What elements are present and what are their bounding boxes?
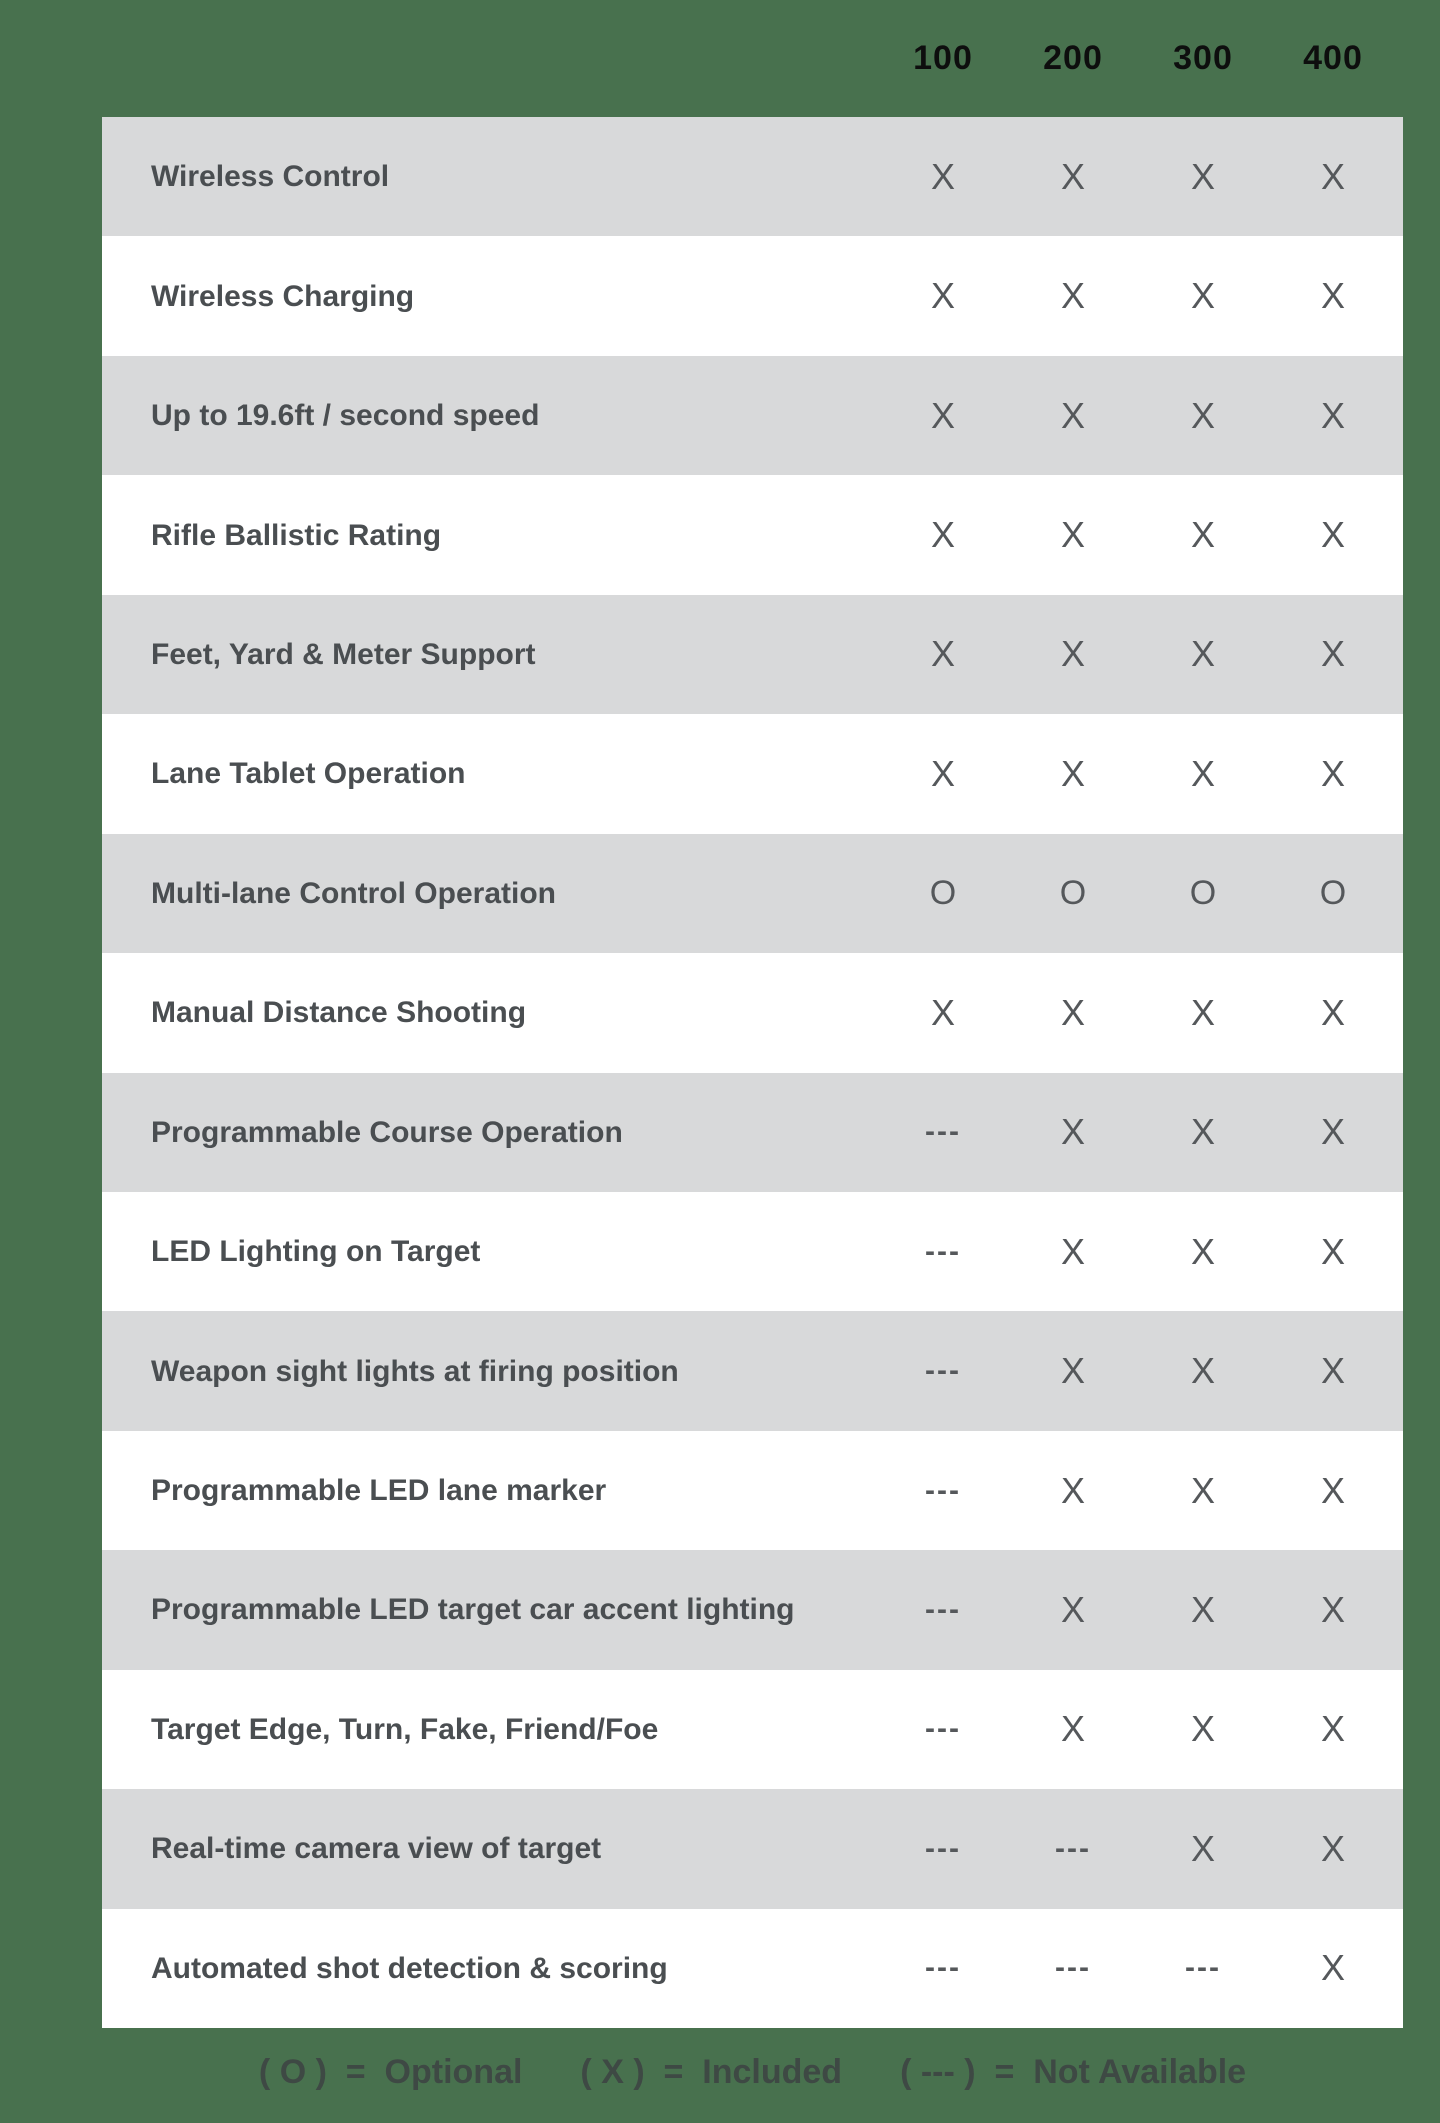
not-available-mark: ---	[925, 1234, 961, 1268]
column-header-300: 300	[1173, 39, 1233, 77]
included-mark: X	[930, 752, 955, 794]
not-available-mark: ---	[925, 1831, 961, 1865]
feature-label: Feet, Yard & Meter Support	[151, 637, 536, 671]
feature-row	[102, 834, 1403, 953]
feature-row	[102, 1789, 1403, 1908]
included-mark: X	[930, 991, 955, 1033]
included-mark: X	[930, 514, 955, 556]
included-mark: X	[1190, 991, 1215, 1033]
feature-label: Rifle Ballistic Rating	[151, 518, 442, 552]
included-mark: X	[1320, 1230, 1345, 1272]
feature-label: Automated shot detection & scoring	[151, 1951, 668, 1985]
included-mark: X	[1060, 991, 1085, 1033]
feature-row	[102, 1550, 1403, 1669]
feature-row	[102, 714, 1403, 833]
not-available-mark: ---	[925, 1712, 961, 1746]
feature-label: Up to 19.6ft / second speed	[151, 399, 540, 433]
included-mark: X	[930, 394, 955, 436]
not-available-mark: ---	[925, 1473, 961, 1507]
included-mark: X	[1190, 155, 1215, 197]
included-mark: X	[1320, 1588, 1345, 1630]
not-available-mark: ---	[925, 1115, 961, 1149]
included-mark: X	[1060, 1350, 1085, 1392]
included-mark: X	[1320, 752, 1345, 794]
included-mark: X	[1190, 1350, 1215, 1392]
included-mark: X	[930, 155, 955, 197]
feature-row	[102, 117, 1403, 236]
included-mark: X	[1190, 633, 1215, 675]
not-available-mark: ---	[1055, 1831, 1091, 1865]
included-mark: X	[1190, 1230, 1215, 1272]
feature-label: LED Lighting on Target	[151, 1235, 481, 1269]
included-mark: X	[1060, 1708, 1085, 1750]
included-mark: X	[1320, 275, 1345, 317]
feature-label: Multi-lane Control Operation	[151, 876, 556, 910]
optional-mark: O	[1319, 873, 1347, 912]
included-mark: X	[1060, 1111, 1085, 1153]
feature-label: Wireless Control	[151, 160, 390, 194]
optional-mark: O	[1059, 873, 1087, 912]
included-mark: X	[1190, 394, 1215, 436]
optional-mark: O	[929, 873, 957, 912]
included-mark: X	[1060, 1588, 1085, 1630]
included-mark: X	[1060, 275, 1085, 317]
included-mark: X	[1320, 1111, 1345, 1153]
column-header-100: 100	[913, 39, 973, 77]
not-available-mark: ---	[925, 1354, 961, 1388]
feature-label: Programmable LED lane marker	[151, 1474, 607, 1508]
feature-row	[102, 1909, 1403, 2028]
column-headers	[102, 0, 1403, 117]
column-header-200: 200	[1043, 39, 1103, 77]
included-mark: X	[1190, 514, 1215, 556]
feature-row	[102, 1670, 1403, 1789]
included-mark: X	[1320, 1827, 1345, 1869]
included-mark: X	[930, 275, 955, 317]
feature-label: Lane Tablet Operation	[151, 757, 466, 791]
legend-item-not-available: ( --- ) = Not Available	[900, 2052, 1247, 2091]
included-mark: X	[1190, 1469, 1215, 1511]
feature-label: Weapon sight lights at firing position	[151, 1354, 679, 1388]
feature-row	[102, 1431, 1403, 1550]
feature-row	[102, 236, 1403, 355]
feature-label: Manual Distance Shooting	[151, 996, 527, 1030]
included-mark: X	[1060, 514, 1085, 556]
included-mark: X	[1320, 1469, 1345, 1511]
legend-item-included: ( X ) = Included	[580, 2052, 843, 2091]
included-mark: X	[1320, 991, 1345, 1033]
feature-row	[102, 1192, 1403, 1311]
legend	[102, 2042, 1403, 2102]
included-mark: X	[1320, 1708, 1345, 1750]
legend-item-optional: ( O ) = Optional	[258, 2052, 523, 2091]
feature-label: Programmable Course Operation	[151, 1115, 623, 1149]
included-mark: X	[1190, 1111, 1215, 1153]
included-mark: X	[1320, 1947, 1345, 1989]
included-mark: X	[1190, 1708, 1215, 1750]
feature-label: Target Edge, Turn, Fake, Friend/Foe	[151, 1712, 659, 1746]
included-mark: X	[1190, 275, 1215, 317]
included-mark: X	[1060, 1230, 1085, 1272]
feature-row	[102, 356, 1403, 475]
included-mark: X	[1190, 1827, 1215, 1869]
feature-label: Wireless Charging	[151, 279, 415, 313]
not-available-mark: ---	[925, 1951, 961, 1985]
included-mark: X	[1320, 155, 1345, 197]
feature-row	[102, 595, 1403, 714]
feature-row	[102, 1073, 1403, 1192]
included-mark: X	[1190, 1588, 1215, 1630]
feature-row	[102, 1311, 1403, 1430]
feature-label: Programmable LED target car accent lighting	[151, 1593, 795, 1627]
included-mark: X	[1060, 633, 1085, 675]
included-mark: X	[1060, 394, 1085, 436]
included-mark: X	[1060, 1469, 1085, 1511]
not-available-mark: ---	[1055, 1951, 1091, 1985]
included-mark: X	[1320, 514, 1345, 556]
column-header-400: 400	[1303, 39, 1363, 77]
included-mark: X	[1060, 155, 1085, 197]
feature-row	[102, 953, 1403, 1072]
not-available-mark: ---	[925, 1592, 961, 1626]
included-mark: X	[1320, 394, 1345, 436]
included-mark: X	[1060, 752, 1085, 794]
included-mark: X	[930, 633, 955, 675]
feature-row	[102, 475, 1403, 594]
feature-comparison-table	[102, 117, 1403, 2028]
not-available-mark: ---	[1185, 1951, 1221, 1985]
included-mark: X	[1320, 633, 1345, 675]
optional-mark: O	[1189, 873, 1217, 912]
included-mark: X	[1190, 752, 1215, 794]
included-mark: X	[1320, 1350, 1345, 1392]
feature-label: Real-time camera view of target	[151, 1832, 602, 1866]
